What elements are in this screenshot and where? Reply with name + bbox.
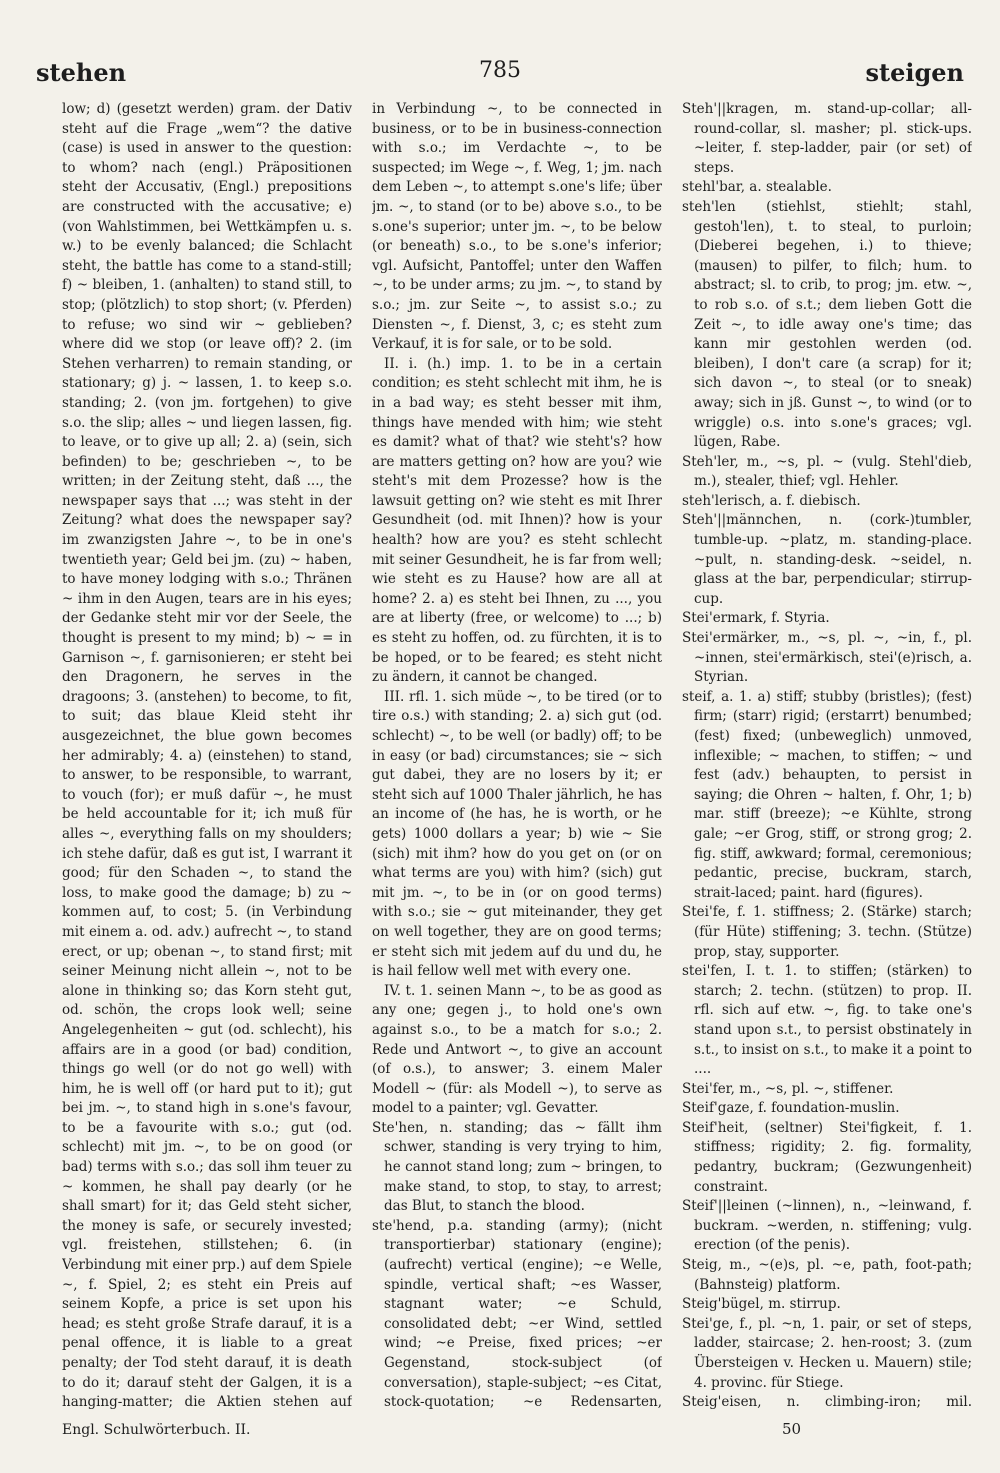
dictionary-entry: Steif'heit, (seltner) Stei'figkeit, f. 1. stiffness; rigidity; 2. fig. formality, pedantry, buckram; (Gezwungenheit) constraint. — [682, 1119, 972, 1195]
dictionary-entry: steif, a. 1. a) stiff; stubby (bristles); (fest) firm; (starr) rigid; (erstarrt) benumbed; (fest) fixed; (unbeweglich) unmoved, inflexible; ~ machen, to stiffen; ~ und fest (adv.) behaupten, to persist in saying; die Ohren ~ halten, f. Ohr, 1; b) mar. stiff (breeze); ~e Kühlte, strong gale; ~er Grog, stiff, or strong grog; 2. fig. stiff, awkward; formal, ceremonious; pedantic, precise, buckram, starch, strait-laced; paint. hard (figures). — [682, 688, 972, 901]
dictionary-entry: Stei'ermark, f. Styria. — [682, 610, 830, 627]
dictionary-entry: Stei'ermärker, m., ~s, pl. ~, ~in, f., pl. ~innen, stei'ermärkisch, stei'(e)risch, a. Styrian. — [682, 630, 972, 686]
running-head — [36, 58, 964, 94]
dictionary-entry: Stei'ge, f., pl. ~n, 1. pair, or set of steps, ladder, staircase; 2. hen-roost; 3. (zum Übersteigen v. Hecken u. Mauern) stile; 4. provinc. für Stiege. — [682, 1315, 972, 1391]
dictionary-entry: Stei'fe, f. 1. stiffness; 2. (Stärke) starch; (für Hüte) stiffening; 3. techn. (Stütze) prop, stay, supporter. — [682, 904, 972, 960]
entry-text: II. i. (h.) imp. 1. to be in a certain condition; es steht schlecht mit ihm, he is in a bad way; es steht besser mit ihm, things have mended with him; wie steht es damit? what of that? wie steht's? how are matters getting on? how are you? wie steht's mit dem Prozesse? how is the lawsuit getting on? wie steht es mit Ihrer Gesundheit (od. mit Ihnen)? how is your health? how are you? es steht schlecht mit seiner Gesundheit, he is far from well; wie steht es zu Hause? how are all at home? 2. a) es steht bei Ihnen, zu ..., you are at liberty (free, or welcome) to ...; b) es steht zu hoffen, od. zu fürchten, it is to be hoped, or to be feared; es steht nicht zu ändern, it cannot be changed. — [372, 355, 662, 686]
dictionary-entry: Steig'eisen, n. climbing-iron; mil. — [682, 1394, 972, 1411]
entry-text: IV. t. 1. seinen Mann ~, to be as good as any one; gegen j., to hold one's own against s.o., to be a match for s.o.; 2. Rede und Antwort ~, to give an account (of o.s.), to answer; 3. einem Maler Modell ~ (für: als Modell ~), to serve as model to a painter; vgl. Gevatter. — [372, 982, 662, 1117]
dictionary-entry: ste'hend, p.a. standing (army); (nicht transportierbar) stationary (engine); (aufrecht) vertical (engine); ~e Welle, spindle, vertical shaft; ~es Wasser, stagnant water; ~e Schuld, consolidated debt; ~er Wind, settled wind; ~e Preise, fixed prices; ~er Gegenstand, stock-subject (of conversation), staple-subject; ~es Citat, stock-quotation; ~e Redensarten, — [372, 1217, 662, 1411]
column-1 — [62, 100, 352, 1415]
footer-signature: Engl. Schulwörterbuch. II. — [62, 1422, 251, 1438]
dictionary-entry: Steig'bügel, m. stirrup. — [682, 1296, 841, 1313]
column-3 — [682, 100, 972, 1415]
dictionary-entry: Steig, m., ~(e)s, pl. ~e, path, foot-path; (Bahnsteig) platform. — [682, 1257, 972, 1293]
left-guide-word: stehen — [36, 58, 127, 87]
entry-text: III. rfl. 1. sich müde ~, to be tired (or to tire o.s.) with standing; 2. a) sich gut (od. schlecht) ~, to be well (or badly) off; to be in easy (or bad) circumstances; sie ~ sich gut dabei, they are no losers by it; er steht sich auf 1000 Thaler jährlich, he has an income of (he has, he is worth, or he gets) 1000 dollars a year; b) wie ~ Sie (sich) mit ihm? how do you get on (or on what terms are you) with him? (sich) gut mit jm. ~, to be in (or on good terms) with s.o.; sie ~ gut miteinander, they get on well together, they are on good terms; er steht sich mit jedem auf du und du, he is hail fellow well met with every one. — [372, 688, 662, 980]
dictionary-entry: stei'fen, I. t. 1. to stiffen; (stärken) to starch; 2. techn. (stützen) to prop. II. rfl. sich auf etw. ~, fig. to take one's stand upon s.t., to persist obstinately in s.t., to insist on s.t., to make it a point to .... — [682, 963, 972, 1078]
column-2 — [372, 100, 662, 1415]
entry-text: in Verbindung ~, to be connected in business, or to be in business-connection with s.o.; im Verdachte ~, to be suspected; im Wege ~, f. Weg, 1; jm. nach dem Leben ~, to attempt s.one's life; über jm. ~, to stand (or to be) above s.o., to be s.one's superior; unter jm. ~, to be below (or beneath) s.o., to be s.one's inferior; vgl. Aufsicht, Pantoffel; unter den Waffen ~, to be under arms; zu jm. ~, to stand by s.o.; jm. zur Seite ~, to assist s.o.; zu Diensten ~, f. Dienst, 3, c; es steht zum Verkauf, it is for sale, or to be sold. — [372, 101, 662, 353]
text-columns — [62, 100, 972, 1415]
dictionary-entry: stehl'bar, a. stealable. — [682, 179, 832, 196]
page-number: 785 — [479, 58, 521, 83]
dictionary-entry: Steh'||männchen, n. (cork-)tumbler, tumble-up. ~platz, m. standing-place. ~pult, n. standing-desk. ~seidel, n. glass at the bar, perpendicular; stirrup-cup. — [682, 512, 972, 607]
dictionary-entry: Steif'gaze, f. foundation-muslin. — [682, 1100, 900, 1117]
dictionary-entry: Steh'||kragen, m. stand-up-collar; all-round-collar, sl. masher; pl. stick-ups. ~leiter, f. step-ladder, pair (or set) of steps. — [682, 101, 972, 176]
dictionary-entry: Steif'||leinen (~linnen), n., ~leinwand, f. buckram. ~werden, n. stiffening; vulg. erection (of the penis). — [682, 1198, 972, 1254]
entry-text: low; d) (gesetzt werden) gram. der Dativ steht auf die Frage „wem“? the dative (case) is used in answer to the question: to whom? nach (engl.) Präpositionen steht der Accusativ, (Engl.) prepositions are constructed with the accusative; e) (von Wahlstimmen, bei Wettkämpfen u. s. w.) to be evenly balanced; die Schlacht steht, the battle has come to a stand-still; f) ~ bleiben, 1. (anhalten) to stand still, to stop; (plötzlich) to stop short; (v. Pferden) to refuse; wo sind wir ~ geblieben? where did we stop (or leave off)? 2. (im Stehen verharren) to remain standing, or stationary; g) j. ~ lassen, 1. to keep s.o. standing; 2. (von jm. fortgehen) to give s.o. the slip; alles ~ und liegen lassen, fig. to leave, or to give up all; 2. a) (sein, sich befinden) to be; geschrieben ~, to be written; in der Zeitung steht, daß ..., the newspaper says that ...; was steht in der Zeitung? what does the newspaper say? im zwanzigsten Jahre ~, to be in one's twentieth year; Geld bei jm. (zu) ~ haben, to have money lodging with s.o.; Thränen ~ ihm in den Augen, tears are in his eyes; der Gedanke steht mir vor der Seele, the thought is present to my mind; b) ~ = in Garnison ~, f. garnisonieren; er steht bei den Dragonern, he serves in the dragoons; 3. (anstehen) to become, to fit, to suit; das blaue Kleid steht ihr ausgezeichnet, the blue gown becomes her admirably; 4. a) (einstehen) to stand, to answer, to be responsible, to warrant, to vouch (for); er muß dafür ~, he must be held accountable for it; ich muß für alles ~, everything falls on my shoulders; ich stehe dafür, daß es gut ist, I warrant it good; für den Schaden ~, to stand the loss, to make good the damage; b) zu ~ kommen auf, to cost; 5. (in Verbindung mit einem a. od. adv.) aufrecht ~, to stand erect, or up; obenan ~, to stand first; mit seiner Meinung nicht allein ~, not to be alone in thinking so; das Korn steht gut, od. schön, the crops look well; seine Angelegenheiten ~ gut (od. schlecht), his affairs are in a good (or bad) condition, things go well (or do not go well) with him, he is well off (or hard put to it); gut bei jm. ~, to stand high in s.one's favour, to be a favourite with s.o.; gut (od. schlecht) mit jm. ~, to be on good (or bad) terms with s.o.; das soll ihm teuer zu ~ kommen, he shall pay dearly (or he shall smart) for it; das Geld steht sicher, the money is safe, or securely invested; vgl. freistehen, stillstehen; 6. (in Verbindung mit einer prp.) auf dem Spiele ~, f. Spiel, 2; es steht ein Preis auf seinem Kopfe, a price is set upon his head; es steht große Strafe darauf, it is a penal offence, it is liable to a great penalty; der Tod steht darauf, it is death to do it; darauf steht der Galgen, it is a hanging-matter; die Aktien stehen auf — [62, 101, 352, 1411]
dictionary-entry: Steh'ler, m., ~s, pl. ~ (vulg. Stehl'dieb, m.), stealer, thief; vgl. Hehler. — [682, 453, 972, 490]
dictionary-entry: steh'lerisch, a. f. diebisch. — [682, 492, 861, 509]
sheet-number: 50 — [782, 1420, 802, 1438]
dictionary-entry: steh'len (stiehlst, stiehlt; stahl, gestoh'len), t. to steal, to purloin; (Dieberei begehen, i.) to thieve; (mausen) to pilfer, to filch; hum. to abstract; sl. to crib, to prog; jm. etw. ~, to rob s.o. of s.t.; dem lieben Gott die Zeit ~, to idle away one's time; das kann mir gestohlen werden (od. bleiben), I don't care (a scrap) for it; sich davon ~, to steal (or to sneak) away; sich in jß. Gunst ~, to wind (or to wriggle) o.s. into s.one's graces; vgl. lügen, Rabe. — [682, 198, 972, 451]
right-guide-word: steigen — [865, 58, 964, 87]
dictionary-entry: Stei'fer, m., ~s, pl. ~, stiffener. — [682, 1080, 894, 1097]
dictionary-entry: Ste'hen, n. standing; das ~ fällt ihm schwer, standing is very trying to him, he cannot stand long; zum ~ bringen, to make stand, to stop, to stay, to arrest; das Blut, to stanch the blood. — [372, 1119, 662, 1215]
